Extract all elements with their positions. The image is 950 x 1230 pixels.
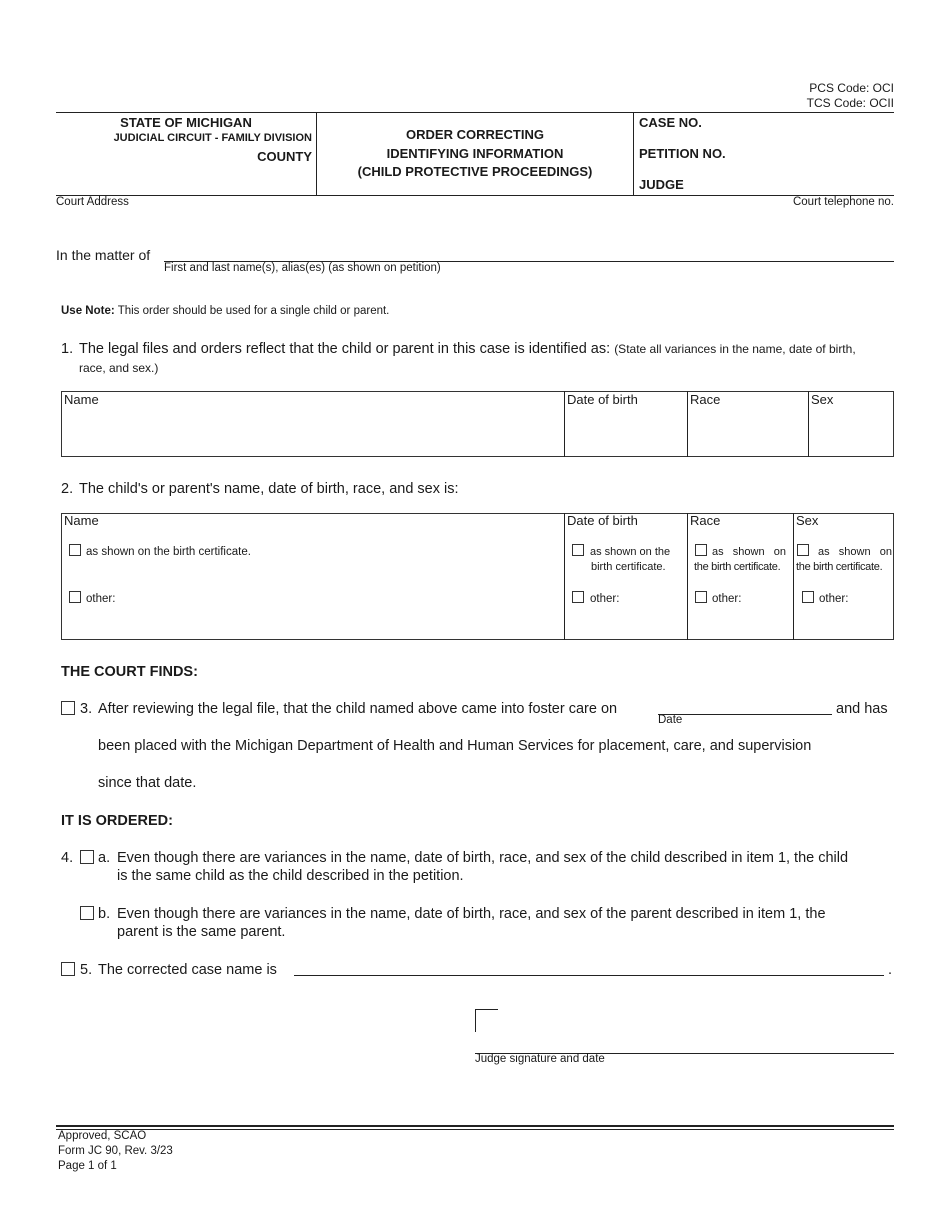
matter-caption: First and last name(s), alias(es) (as shown on petition) (164, 262, 441, 274)
sex-birth-cert-line2: the birth certificate. (796, 561, 883, 573)
sex-other-checkbox[interactable] (802, 591, 814, 603)
name-birth-cert-checkbox[interactable] (69, 544, 81, 556)
item5-number: 5. (80, 962, 93, 978)
item5-text: The corrected case name is (98, 962, 277, 978)
signature-caption: Judge signature and date (475, 1053, 605, 1065)
petition-no-label: PETITION NO. (639, 146, 726, 161)
item3-checkbox[interactable] (61, 701, 75, 715)
dob-other-checkbox[interactable] (572, 591, 584, 603)
item5-checkbox[interactable] (61, 962, 75, 976)
county-label: COUNTY (257, 149, 312, 164)
race-birth-cert-line1: as shown on (712, 546, 786, 558)
item1-col-divider (687, 391, 688, 457)
dob-birth-cert-checkbox[interactable] (572, 544, 584, 556)
header-divider-right (633, 112, 634, 196)
footer-rule-thin (56, 1129, 894, 1130)
item2-number: 2. (61, 481, 74, 497)
item1-main-text: The legal files and orders reflect that the child or parent in this case is identified as: (79, 341, 611, 357)
item1-note-line2: race, and sex.) (79, 361, 159, 375)
item4a-letter: a. (98, 850, 111, 866)
item3-line2: been placed with the Michigan Department of Health and Human Services for placement, care, and supervision (98, 738, 812, 754)
item4a-line1: Even though there are variances in the name, date of birth, race, and sex of the child described in item 1, the child (117, 850, 849, 866)
item1-col-divider (564, 391, 565, 457)
form-title-line2: IDENTIFYING INFORMATION (386, 146, 564, 161)
item4b-line1: Even though there are variances in the name, date of birth, race, and sex of the parent described in item 1, the (117, 906, 826, 922)
name-birth-cert-label: as shown on the birth certificate. (86, 546, 251, 558)
item2-table (61, 513, 894, 640)
item3-number: 3. (80, 701, 93, 717)
court-phone-label: Court telephone no. (792, 196, 894, 208)
form-title-line1: ORDER CORRECTING (406, 127, 544, 142)
signature-corner-mark (475, 1009, 498, 1032)
item4b-letter: b. (98, 906, 111, 922)
header-top-rule (56, 112, 894, 113)
item1-number: 1. (61, 341, 74, 357)
use-note (61, 305, 389, 317)
race-other-label: other: (712, 593, 742, 605)
dob-birth-cert-line2: birth certificate. (591, 561, 666, 573)
item4a-checkbox[interactable] (80, 850, 94, 864)
sex-birth-cert-checkbox[interactable] (797, 544, 809, 556)
item2-col-divider (687, 513, 688, 640)
item2-col-dob: Date of birth (567, 513, 638, 528)
court-address-label: Court Address (56, 196, 129, 208)
item1-col-sex: Sex (811, 392, 834, 407)
item4-number: 4. (61, 850, 74, 866)
footer-rule-thick (56, 1125, 894, 1127)
date-caption: Date (658, 714, 683, 726)
item3-line1-end: and has (836, 701, 888, 717)
form-title-line3: (CHILD PROTECTIVE PROCEEDINGS) (357, 164, 593, 179)
name-other-checkbox[interactable] (69, 591, 81, 603)
name-other-label: other: (86, 593, 116, 605)
matter-label: In the matter of (56, 247, 151, 263)
state-title: STATE OF MICHIGAN (120, 115, 252, 130)
item2-col-divider (793, 513, 794, 640)
item1-col-dob: Date of birth (567, 392, 638, 407)
item2-col-sex: Sex (796, 513, 819, 528)
pcs-code: PCS Code: OCI (809, 81, 894, 95)
it-is-ordered-heading: IT IS ORDERED: (61, 813, 173, 829)
use-note-label: Use Note: (61, 305, 115, 317)
footer-form-number: Form JC 90, Rev. 3/23 (58, 1145, 173, 1157)
dob-other-label: other: (590, 593, 620, 605)
race-birth-cert-checkbox[interactable] (695, 544, 707, 556)
item1-col-divider (808, 391, 809, 457)
item2-text: The child's or parent's name, date of birth, race, and sex is: (79, 481, 459, 497)
item1-note-line1: (State all variances in the name, date of birth, (614, 342, 856, 356)
item2-col-divider (564, 513, 565, 640)
item1-table (61, 391, 894, 457)
footer-page: Page 1 of 1 (58, 1160, 117, 1172)
race-other-checkbox[interactable] (695, 591, 707, 603)
corrected-case-name-line[interactable] (294, 975, 884, 976)
item5-period: . (888, 962, 893, 978)
court-finds-heading: THE COURT FINDS: (61, 664, 198, 680)
race-birth-cert-line2: the birth certificate. (694, 561, 781, 573)
item1-col-name: Name (64, 392, 99, 407)
item4a-line2: is the same child as the child described in the petition. (117, 868, 464, 884)
case-no-label: CASE NO. (639, 115, 702, 130)
item4b-checkbox[interactable] (80, 906, 94, 920)
division-label: JUDICIAL CIRCUIT - FAMILY DIVISION (113, 132, 312, 144)
item2-col-name: Name (64, 513, 99, 528)
item2-col-race: Race (690, 513, 721, 528)
item3-line3: since that date. (98, 775, 197, 791)
item1-text (79, 341, 856, 357)
foster-care-date-line[interactable] (658, 714, 832, 715)
item3-line1: After reviewing the legal file, that the child named above came into foster care on (98, 701, 618, 717)
sex-birth-cert-line1: as shown on (818, 546, 892, 558)
judge-label: JUDGE (639, 177, 684, 192)
use-note-text: This order should be used for a single child or parent. (117, 305, 390, 317)
dob-birth-cert-line1: as shown on the (590, 546, 671, 558)
sex-other-label: other: (819, 593, 849, 605)
item1-col-race: Race (690, 392, 721, 407)
footer-approved: Approved, SCAO (58, 1130, 147, 1142)
item4b-line2: parent is the same parent. (117, 924, 286, 940)
tcs-code: TCS Code: OCII (806, 96, 894, 110)
